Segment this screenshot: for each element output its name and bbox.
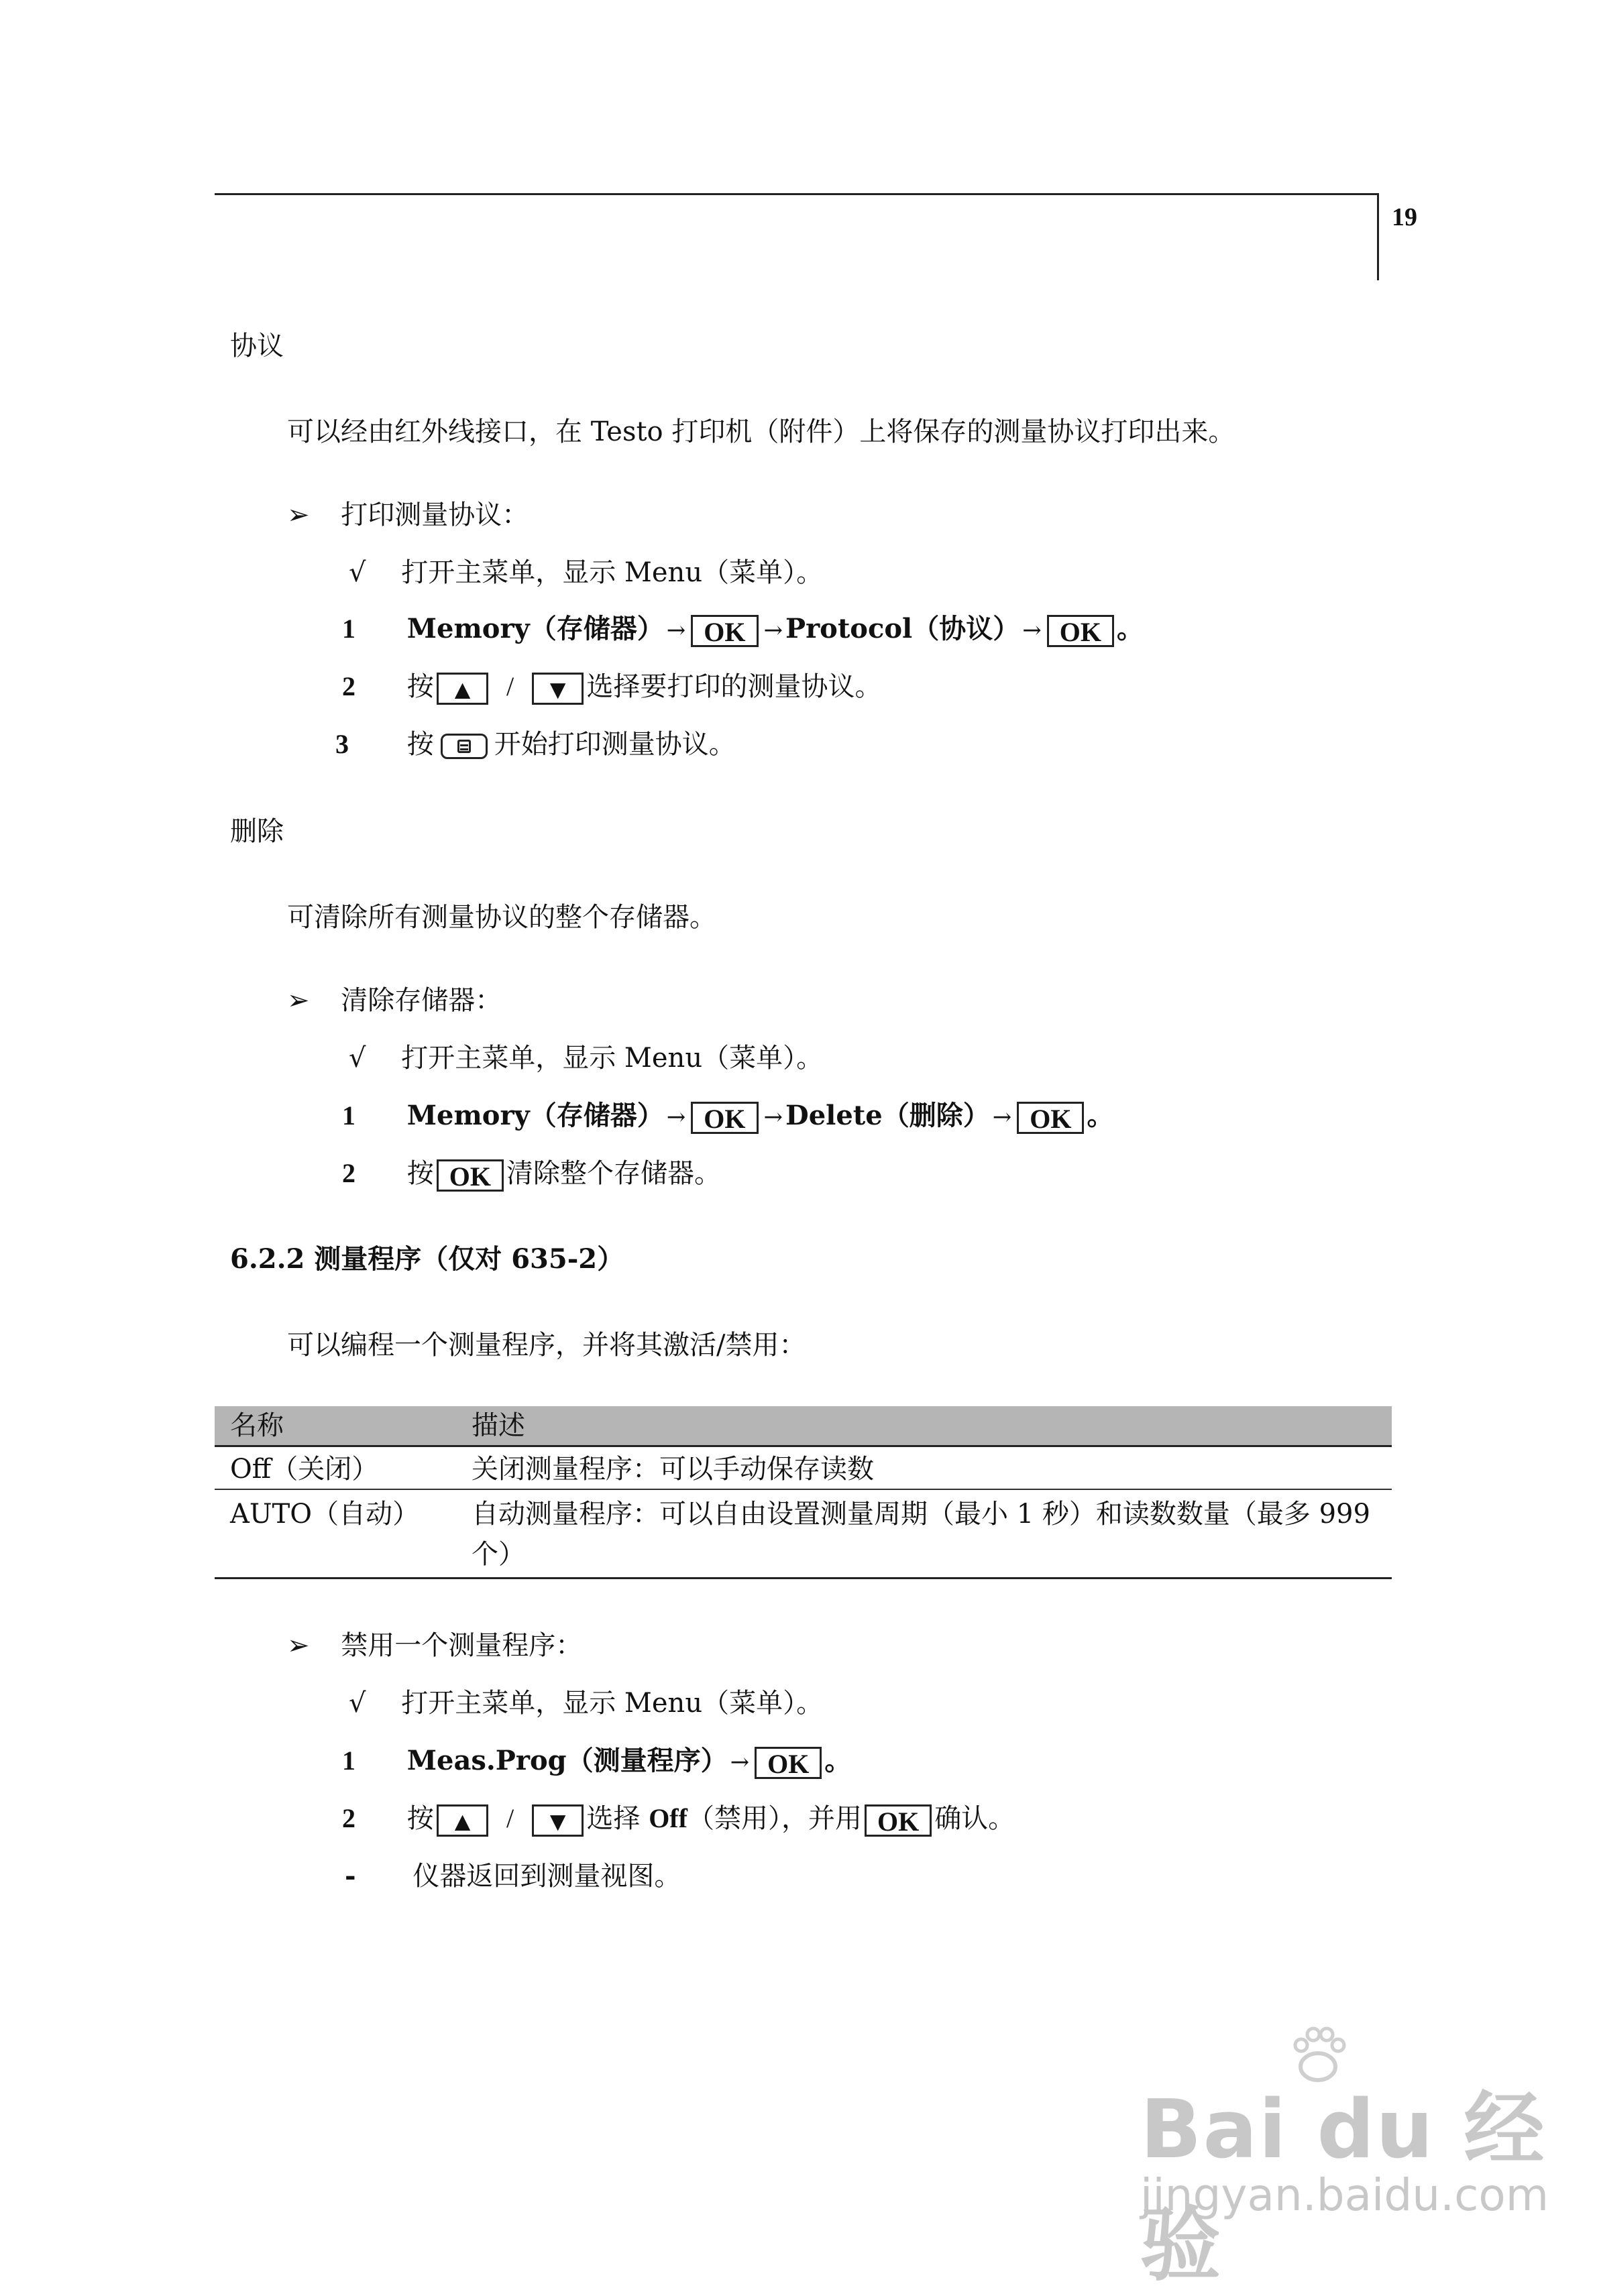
procedure-title: 清除存储器： <box>341 985 502 1016</box>
section-heading-meas-prog: 6.2.2 测量程序（仅对 635-2） <box>230 1243 624 1275</box>
step-2 <box>342 1156 721 1192</box>
menu-path-memory: Memory（存储器） <box>406 1100 664 1131</box>
watermark-logo: Bai du 经验 <box>1140 2083 1546 2292</box>
header-vertical-rule <box>1377 193 1379 280</box>
arrow-right-icon: → <box>666 617 686 644</box>
step-1 <box>342 1098 1113 1135</box>
ok-key[interactable]: OK <box>1017 1102 1084 1134</box>
step-number: 1 <box>342 614 355 644</box>
step-end: 。 <box>824 1745 852 1776</box>
table-cell-desc-cont: 个） <box>472 1539 525 1570</box>
ok-key[interactable]: OK <box>437 1159 504 1192</box>
section-heading-delete: 删除 <box>230 816 284 847</box>
step-end: 。 <box>1116 613 1144 644</box>
ok-key[interactable]: OK <box>1047 615 1114 647</box>
result-dash: - <box>345 1860 356 1892</box>
check-step <box>349 1041 823 1076</box>
arrow-right-icon: → <box>730 1749 750 1776</box>
step-number: 1 <box>342 1100 355 1131</box>
table-bottom-rule <box>215 1577 1392 1579</box>
step-text: 选择要打印的测量协议。 <box>586 671 882 702</box>
step-number: 3 <box>335 729 349 759</box>
check-text: 打开主菜单，显示 Menu（菜单）。 <box>401 1688 824 1719</box>
step-number: 2 <box>342 1803 355 1833</box>
arrow-right-icon: → <box>1022 617 1042 644</box>
table-header <box>215 1406 1392 1447</box>
result-text: 仪器返回到测量视图。 <box>412 1861 681 1892</box>
step-number: 1 <box>342 1745 355 1776</box>
procedure-disable-program <box>287 1628 582 1663</box>
down-key[interactable]: ▼ <box>532 673 584 705</box>
check-text: 打开主菜单，显示 Menu（菜单）。 <box>401 557 824 588</box>
section-heading-protocol: 协议 <box>230 331 284 361</box>
page-number: 19 <box>1392 203 1417 231</box>
menu-path-delete: Delete（删除） <box>785 1100 990 1131</box>
check-icon: √ <box>349 1043 366 1074</box>
bullet-icon: ➢ <box>287 500 310 530</box>
ok-key[interactable]: OK <box>691 1102 758 1134</box>
press-label: 按 <box>406 1158 434 1189</box>
step-text: （禁用），并用 <box>687 1803 862 1834</box>
step-text: 选择 <box>586 1803 641 1834</box>
ok-key[interactable]: OK <box>691 615 758 647</box>
step-number: 2 <box>342 1158 355 1188</box>
step-text: 确认。 <box>934 1803 1015 1834</box>
check-icon: √ <box>349 1688 366 1719</box>
step-end: 。 <box>1087 1100 1114 1131</box>
procedure-title: 禁用一个测量程序： <box>341 1630 583 1661</box>
press-label: 按 <box>406 1803 434 1834</box>
check-step <box>349 1686 823 1721</box>
arrow-right-icon: → <box>763 1104 783 1131</box>
table-cell-desc: 关闭测量程序：可以手动保存读数 <box>472 1454 874 1485</box>
check-icon: √ <box>349 557 366 588</box>
procedure-title: 打印测量协议： <box>341 500 529 530</box>
press-label: 按 <box>406 671 434 702</box>
step-text: 开始打印测量协议。 <box>494 729 736 760</box>
bullet-icon: ➢ <box>287 985 310 1016</box>
check-text: 打开主菜单，显示 Menu（菜单）。 <box>401 1043 824 1074</box>
delete-intro: 可清除所有测量协议的整个存储器。 <box>287 902 716 933</box>
print-key-icon[interactable] <box>441 734 488 759</box>
table-cell-name: Off（关闭） <box>230 1454 379 1485</box>
meas-prog-intro: 可以编程一个测量程序，并将其激活/禁用： <box>287 1330 806 1361</box>
press-label: 按 <box>406 729 434 760</box>
procedure-print-protocol <box>287 498 529 532</box>
arrow-right-icon: → <box>992 1104 1012 1131</box>
menu-path-meas-prog: Meas.Prog（测量程序） <box>406 1745 728 1776</box>
ok-key[interactable]: OK <box>865 1804 932 1837</box>
step-3 <box>335 727 736 762</box>
up-key[interactable]: ▲ <box>437 673 489 705</box>
table-cell-desc: 自动测量程序：可以自由设置测量周期（最小 1 秒）和读数数量（最多 999 <box>472 1499 1370 1530</box>
table-header-desc: 描述 <box>472 1410 525 1441</box>
protocol-intro: 可以经由红外线接口，在 Testo 打印机（附件）上将保存的测量协议打印出来。 <box>287 416 1235 447</box>
header-rule <box>215 193 1378 195</box>
check-step <box>349 555 823 590</box>
step-2 <box>342 1801 1015 1837</box>
step-1 <box>342 1743 851 1780</box>
slash: / <box>506 671 514 701</box>
off-label: Off <box>649 1803 687 1833</box>
ok-key[interactable]: OK <box>755 1747 822 1779</box>
up-key[interactable]: ▲ <box>437 1804 489 1837</box>
bullet-icon: ➢ <box>287 1630 310 1661</box>
table-cell-name: AUTO（自动） <box>230 1499 420 1530</box>
down-key[interactable]: ▼ <box>532 1804 584 1837</box>
step-2 <box>342 669 881 705</box>
arrow-right-icon: → <box>763 617 783 644</box>
menu-path-memory: Memory（存储器） <box>406 613 664 644</box>
step-text: 清除整个存储器。 <box>506 1158 721 1189</box>
menu-path-protocol: Protocol（协议） <box>785 613 1020 644</box>
step-number: 2 <box>342 671 355 701</box>
slash: / <box>506 1803 514 1833</box>
result-step <box>345 1859 681 1894</box>
procedure-clear-memory <box>287 983 502 1018</box>
arrow-right-icon: → <box>666 1104 686 1131</box>
step-1 <box>342 612 1144 648</box>
table-header-name: 名称 <box>230 1410 284 1441</box>
table-row-divider <box>215 1489 1392 1490</box>
watermark-url: jingyan.baidu.com <box>1140 2169 1549 2221</box>
